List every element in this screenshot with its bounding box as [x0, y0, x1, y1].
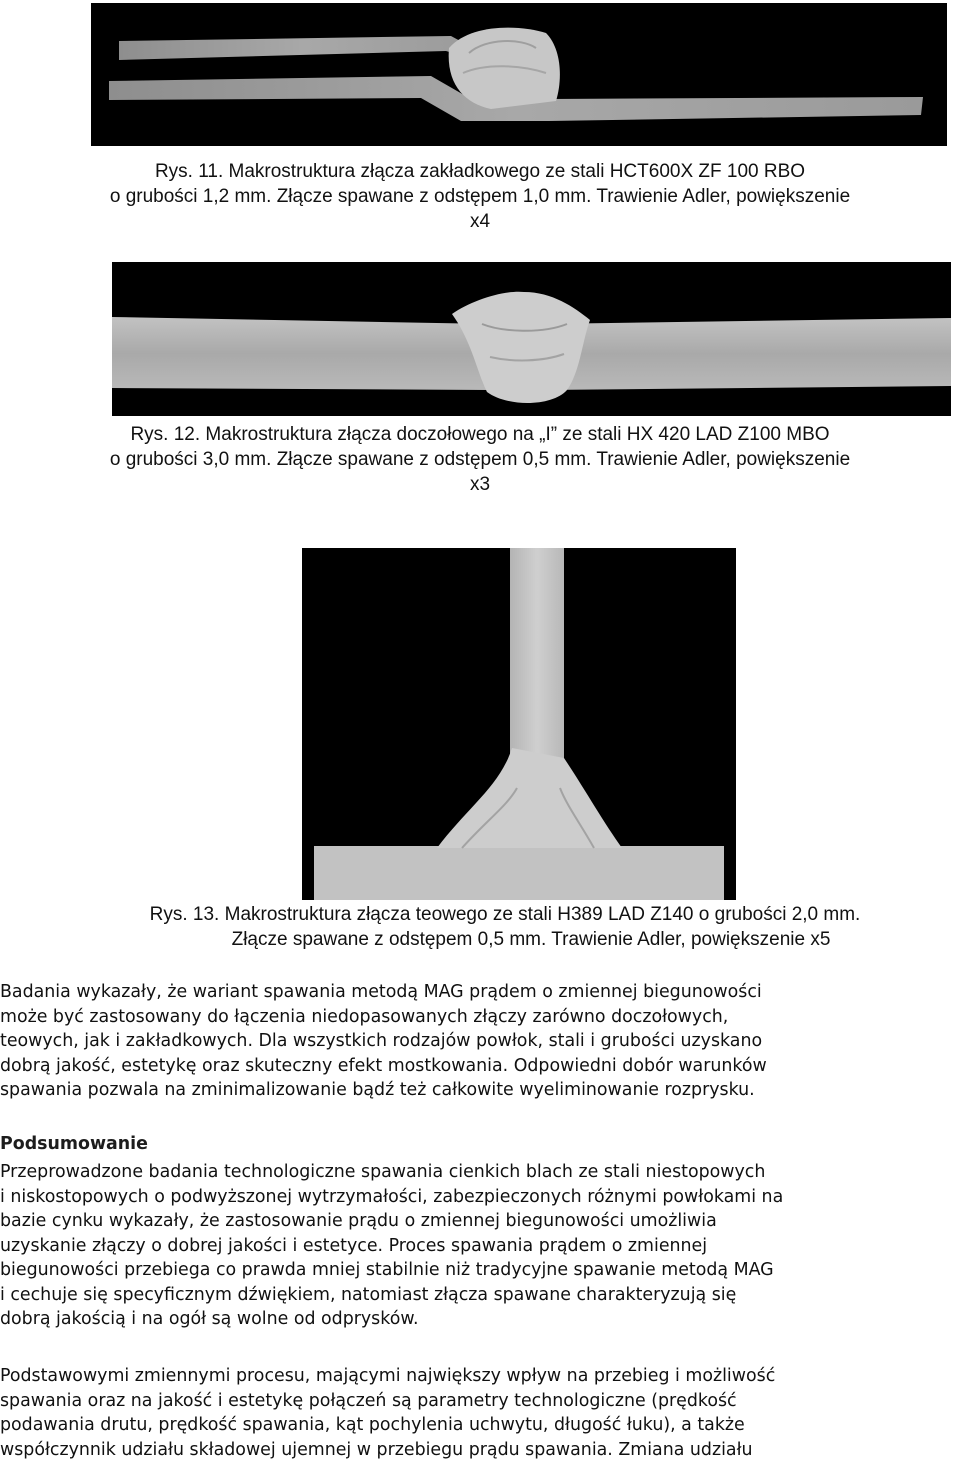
figure-13-caption — [0, 902, 960, 952]
text-line: spawania oraz na jakość i estetykę połączeń są parametry technologiczne (prędkość — [0, 1390, 737, 1411]
caption-line: o grubości 3,0 mm. Złącze spawane z odstępem 0,5 mm. Trawienie Adler, powiększenie — [109, 449, 851, 470]
parameters-paragraph — [0, 1364, 960, 1462]
text-line: i niskostopowych o podwyższonej wytrzymałości, zabezpieczonych różnymi powłokami na — [0, 1186, 784, 1207]
text-line: spawania pozwala na zminimalizowanie bądź też całkowite wyeliminowanie rozprysku. — [0, 1080, 755, 1100]
macrostructure-image-t-joint — [302, 548, 736, 900]
caption-line: Rys. 13. Makrostruktura złącza teowego ze stali H389 LAD Z140 o grubości 2,0 mm. — [149, 904, 861, 925]
summary-paragraph — [0, 1160, 960, 1332]
text-line: bazie cynku wykazały, że zastosowanie prądu o zmiennej biegunowości umożliwia — [0, 1211, 717, 1231]
macrostructure-image-lap-joint — [91, 3, 947, 146]
text-line: Badania wykazały, że wariant spawania metodą MAG prądem o zmiennej biegunowości — [0, 982, 762, 1002]
caption-line: x3 — [469, 474, 491, 495]
text-line: dobrą jakość, estetykę oraz skuteczny efekt mostkowania. Odpowiedni dobór warunków — [0, 1055, 767, 1076]
text-line: dobrą jakością i na ogół są wolne od odprysków. — [0, 1309, 419, 1329]
conclusion-paragraph — [0, 980, 960, 1103]
text-line: Podstawowymi zmiennymi procesu, mającymi największy wpływ na przebieg i możliwość — [0, 1366, 776, 1386]
figure-12-caption — [0, 422, 960, 497]
caption-line: Złącze spawane z odstępem 0,5 mm. Trawienie Adler, powiększenie x5 — [231, 929, 831, 950]
text-line: uzyskanie złączy o dobrej jakości i estetyce. Proces spawania prądem o zmiennej — [0, 1235, 708, 1256]
text-line: i cechuje się specyficznym dźwiękiem, natomiast złącza spawane charakteryzują się — [0, 1284, 737, 1305]
caption-line: Rys. 12. Makrostruktura złącza doczołowego na „I” ze stali HX 420 LAD Z100 MBO — [130, 424, 830, 445]
caption-line: o grubości 1,2 mm. Złącze spawane z odstępem 1,0 mm. Trawienie Adler, powiększenie — [109, 186, 851, 207]
text-line: podawania drutu, prędkość spawania, kąt pochylenia uchwytu, długość łuku), a także — [0, 1415, 745, 1435]
macrostructure-image-butt-joint — [112, 262, 951, 416]
text-line: współczynnik udziału składowej ujemnej w przebiegu prądu spawania. Zmiana udziału — [0, 1439, 753, 1460]
text-line: biegunowości przebiega co prawda mniej stabilnie niż tradycyjne spawanie metodą MAG — [0, 1260, 774, 1280]
section-heading: Podsumowanie — [0, 1134, 148, 1154]
caption-line: Rys. 11. Makrostruktura złącza zakładkowego ze stali HCT600X ZF 100 RBO — [154, 161, 806, 182]
text-line: Przeprowadzone badania technologiczne spawania cienkich blach ze stali niestopowych — [0, 1162, 766, 1182]
figure-11-caption — [0, 159, 960, 234]
text-line: może być zastosowany do łączenia niedopasowanych złączy zarówno doczołowych, — [0, 1006, 729, 1027]
caption-line: x4 — [469, 211, 491, 232]
text-line: teowych, jak i zakładkowych. Dla wszystkich rodzajów powłok, stali i grubości uzyskano — [0, 1031, 763, 1051]
